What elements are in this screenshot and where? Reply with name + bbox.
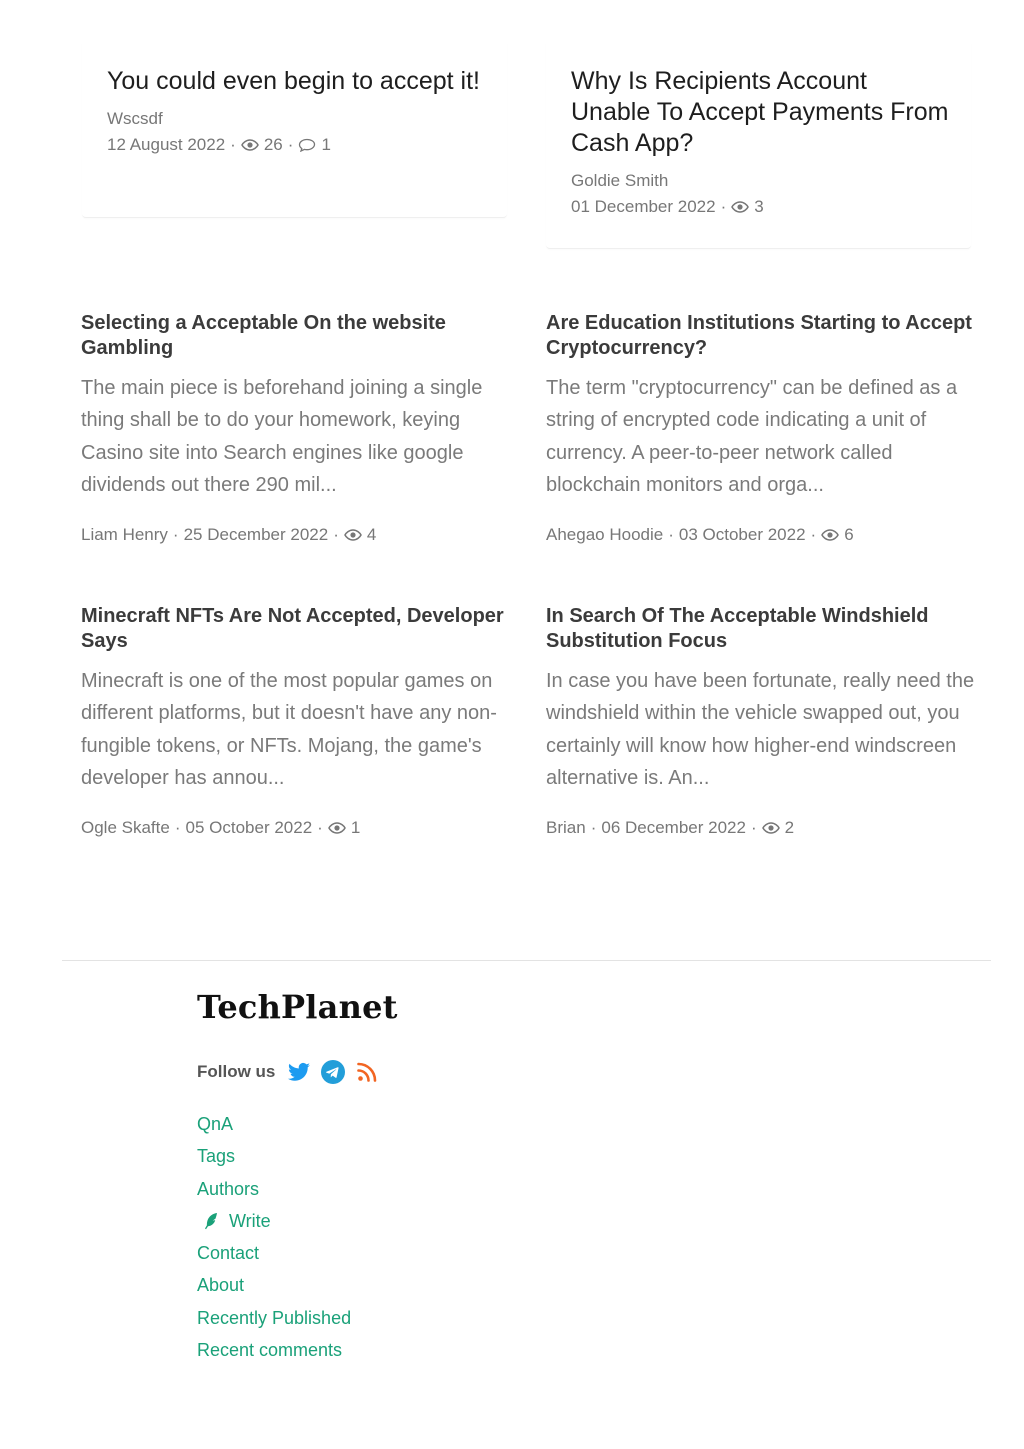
view-count: 4 — [366, 525, 377, 545]
footer-link-tags[interactable]: Tags — [197, 1146, 236, 1167]
post-excerpt: The main piece is beforehand joining a single thing shall be to do your homework, keying Casino site into Search engines like google dividends out there 290 mil... — [81, 377, 483, 496]
post-author[interactable]: Brian — [546, 818, 586, 838]
rss-icon[interactable] — [355, 1060, 379, 1084]
footer-link-item — [197, 1241, 351, 1273]
footer-link-authors[interactable]: Authors — [197, 1178, 260, 1199]
featured-card[interactable] — [82, 40, 507, 218]
view-count: 26 — [263, 135, 283, 154]
post-item — [546, 604, 976, 838]
view-count: 3 — [754, 197, 764, 216]
eye-icon — [821, 529, 839, 541]
view-count: 2 — [784, 818, 795, 838]
post-item — [81, 604, 511, 838]
eye-icon — [241, 139, 259, 151]
featured-author[interactable]: Goldie Smith — [571, 171, 669, 190]
post-date: 25 December 2022 — [183, 525, 329, 545]
footer-link-item — [197, 1306, 351, 1338]
post-date: 05 October 2022 — [185, 818, 313, 838]
post-title[interactable]: In Search Of The Acceptable Windshield Substitution Focus — [546, 605, 929, 652]
post-excerpt: The term "cryptocurrency" can be defined as a string of encrypted code indicating a unit of currency. A peer-to-peer network called blockchain monitors and orga... — [546, 377, 958, 496]
footer-link-item — [197, 1112, 351, 1144]
footer-link-item — [197, 1177, 351, 1209]
post-title[interactable]: Selecting a Acceptable On the website Gambling — [81, 312, 446, 359]
footer-brand[interactable]: TechPlanet — [197, 988, 398, 1026]
telegram-icon[interactable] — [321, 1060, 345, 1084]
post-date: 06 December 2022 — [601, 818, 746, 838]
post-meta: Liam Henry · 25 December 2022 · 4 — [81, 525, 377, 545]
post-meta: Ogle Skafte · 05 October 2022 · 1 — [81, 818, 361, 838]
eye-icon — [344, 529, 362, 541]
footer-link-write-label: Write — [229, 1210, 271, 1231]
follow-label: Follow us — [197, 1062, 276, 1081]
comment-count: 1 — [321, 135, 331, 154]
footer-link-about[interactable]: About — [197, 1275, 245, 1296]
featured-title[interactable]: You could even begin to accept it! — [107, 67, 480, 95]
post-author[interactable]: Ahegao Hoodie — [546, 525, 664, 545]
post-title[interactable]: Minecraft NFTs Are Not Accepted, Developer Says — [81, 605, 504, 652]
post-author[interactable]: Ogle Skafte — [81, 818, 170, 838]
footer-link-item — [197, 1273, 351, 1305]
eye-icon — [328, 822, 346, 834]
eye-icon — [762, 822, 780, 834]
footer-link-item — [197, 1338, 351, 1370]
featured-date: 01 December 2022 — [571, 197, 716, 216]
post-item — [81, 311, 511, 545]
footer-link-item — [197, 1209, 351, 1241]
feather-icon — [201, 1211, 221, 1231]
post-title[interactable]: Are Education Institutions Starting to Accept Cryptocurrency? — [546, 312, 972, 359]
footer-link-recent-comments[interactable]: Recent comments — [197, 1340, 343, 1361]
featured-author[interactable]: Wscsdf — [107, 109, 163, 128]
footer-links — [197, 1112, 351, 1370]
footer-link-write[interactable] — [197, 1209, 271, 1234]
follow-us — [197, 1060, 379, 1084]
footer-link-contact[interactable]: Contact — [197, 1243, 260, 1264]
featured-title[interactable]: Why Is Recipients Account Unable To Accept Payments From Cash App? — [571, 67, 949, 157]
featured-card[interactable] — [546, 40, 971, 249]
post-date: 03 October 2022 — [678, 525, 806, 545]
featured-meta: 01 December 2022 · 3 — [571, 197, 764, 216]
footer-link-item — [197, 1144, 351, 1176]
footer-link-qna[interactable]: QnA — [197, 1114, 234, 1134]
post-excerpt: Minecraft is one of the most popular games on different platforms, but it doesn't have any non-fungible tokens, or NFTs. Mojang, the game's developer has annou... — [81, 670, 497, 789]
post-author[interactable]: Liam Henry — [81, 525, 168, 545]
eye-icon — [731, 201, 749, 213]
post-item — [546, 311, 976, 545]
post-meta: Ahegao Hoodie · 03 October 2022 · 6 — [546, 525, 854, 545]
featured-meta: 12 August 2022 · 26 · 1 — [107, 135, 331, 154]
post-meta: Brian · 06 December 2022 · 2 — [546, 818, 795, 838]
footer-divider — [62, 960, 991, 961]
view-count: 6 — [844, 525, 854, 545]
featured-date: 12 August 2022 — [107, 135, 226, 154]
post-excerpt: In case you have been fortunate, really need the windshield within the vehicle swapped out, you certainly will know how higher-end windscreen alternative is. An... — [546, 670, 975, 789]
view-count: 1 — [350, 818, 361, 838]
footer-link-recently-published[interactable]: Recently Published — [197, 1307, 352, 1328]
comment-icon — [298, 138, 316, 152]
twitter-icon[interactable] — [287, 1060, 311, 1084]
